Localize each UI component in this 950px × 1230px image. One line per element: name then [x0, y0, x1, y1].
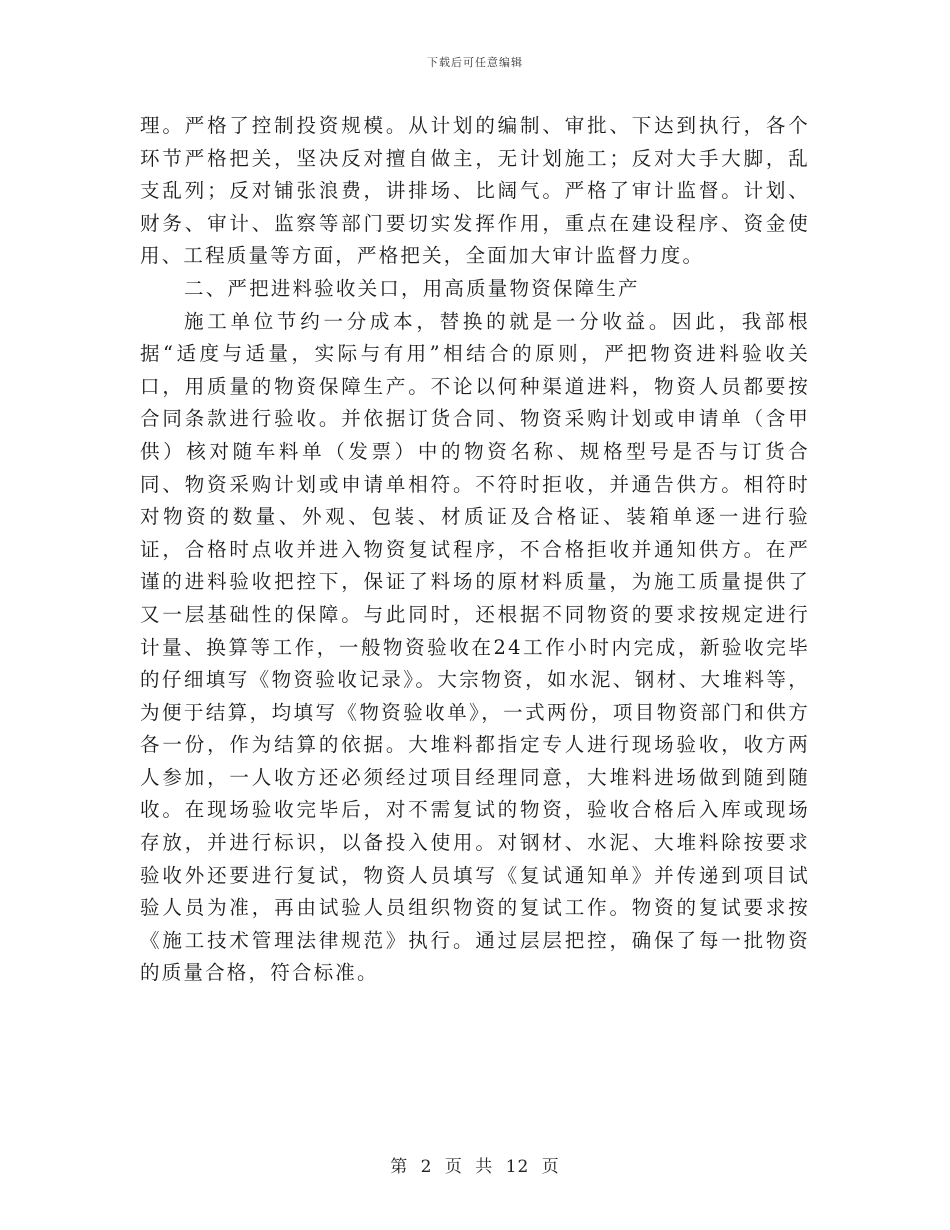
page-header-note: 下载后可任意编辑 — [427, 56, 523, 69]
section-heading-material-acceptance: 二、严把进料验收关口，用高质量物资保障生产 — [184, 276, 640, 300]
paragraph-audit-control: 理。严格了控制投资规模。从计划的编制、审批、下达到执行，各个环节严格把关，坚决反对擅自做主，无计划施工；反对大手大脚，乱支乱列；反对铺张浪费，讲排场、比阔气。严格了审计监督。计划、财务、审计、监察等部门要切实发挥作用，重点在建设程序、资金使用、工程质量等方面，严格把关，全面加大审计监督力度。 — [140, 114, 810, 268]
page-number: 第 2 页 共 12 页 — [390, 1157, 560, 1177]
paragraph-material-acceptance: 施工单位节约一分成本，替换的就是一分收益。因此，我部根据“适度与适量，实际与有用”相结合的原则，严把物资进料验收关口，用质量的物资保障生产。不论以何种渠道进料，物资人员都要按合同条款进行验收。并依据订货合同、物资采购计划或申请单（含甲供）核对随车料单（发票）中的物资名称、规格型号是否与订货合同、物资采购计划或申请单相符。不符时拒收，并通告供方。相符时对物资的数量、外观、包装、材质证及合格证、装箱单逐一进行验证，合格时点收并进入物资复试程序，不合格拒收并通知供方。在严谨的进料验收把控下，保证了料场的原材料质量，为施工质量提供了又一层基础性的保障。与此同时，还根据不同物资的要求按规定进行计量、换算等工作，一般物资验收在24工作小时内完成，新验收完毕的仔细填写《物资验收记录》。大宗物资，如水泥、钢材、大堆料等，为便于结算，均填写《物资验收单》，一式两份，项目物资部门和供方各一份，作为结算的依据。大堆料都指定专人进行现场验收，收方两人参加，一人收方还必须经过项目经理同意，大堆料进场做到随到随收。在现场验收完毕后，对不需复试的物资，验收合格后入库或现场存放，并进行标识，以备投入使用。对钢材、水泥、大堆料除按要求验收外还要进行复试，物资人员填写《复试通知单》并传递到项目试验人员为准，再由试验人员组织物资的复试工作。物资的复试要求按《施工技术管理法律规范》执行。通过层层把控，确保了每一批物资的质量合格，符合标准。 — [140, 309, 810, 985]
document-body — [140, 110, 810, 990]
